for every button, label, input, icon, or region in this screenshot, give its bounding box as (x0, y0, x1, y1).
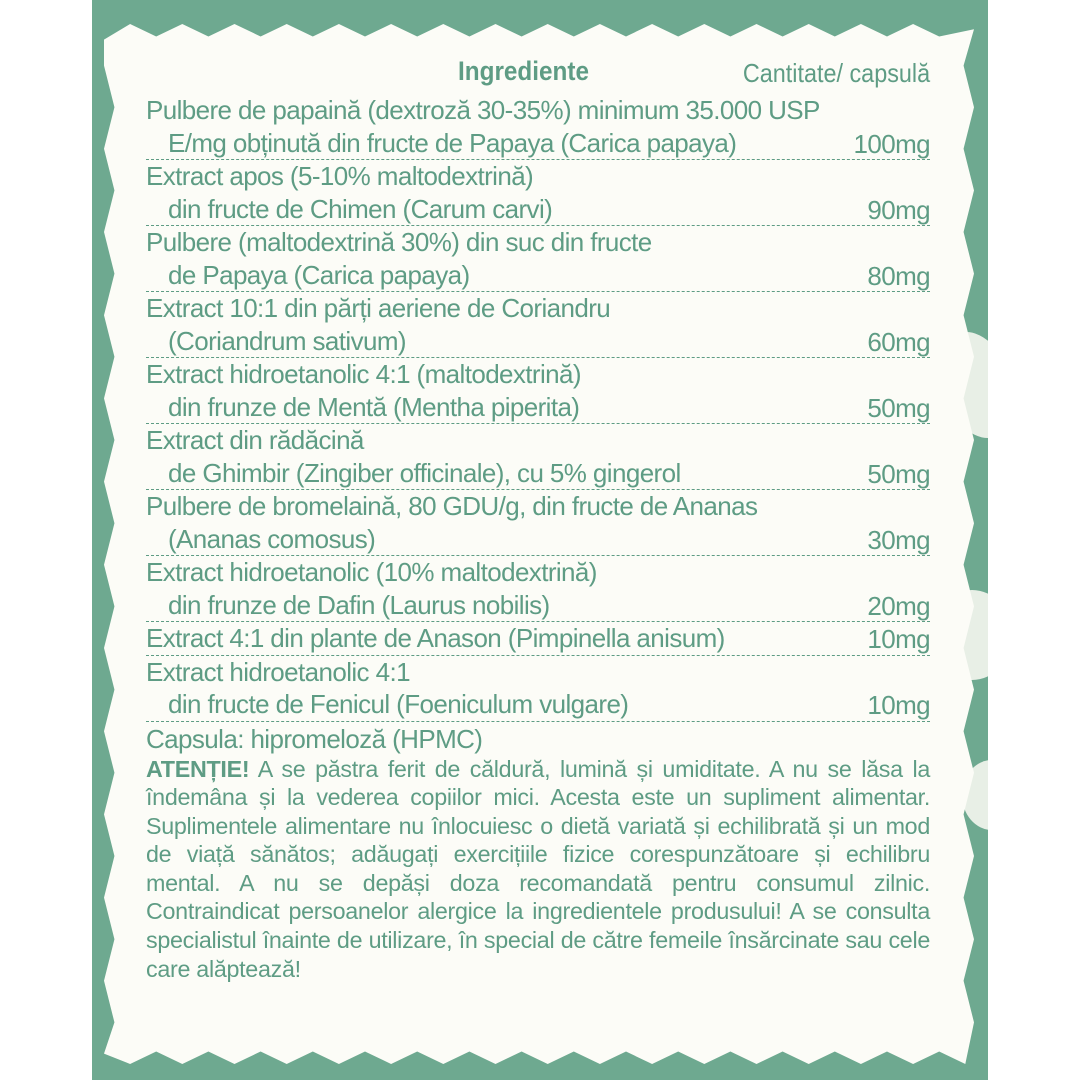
ingredients-heading: Ingrediente (458, 56, 589, 86)
ingredient-name-line: (Coriandrum sativum) (146, 325, 930, 359)
ingredient-name-line: Extract hidroetanolic 4:1 (146, 656, 410, 687)
table-header (146, 56, 930, 92)
ingredient-name-line: Pulbere de papaină (dextroză 30-35%) minimum 35.000 USP (146, 95, 820, 125)
ingredient-name-line: de Ghimbir (Zingiber officinale), cu 5% gingerol (146, 457, 930, 491)
ingredient-quantity: 10mg (867, 624, 930, 654)
ingredient-name-line: (Ananas comosus) (146, 523, 930, 557)
ingredient-name-line: Extract din rădăcină (146, 425, 364, 455)
ingredient-name-line: din fructe de Chimen (Carum carvi) (146, 193, 930, 227)
warning-body: A se păstra ferit de căldură, lumină și umiditate. A nu se lăsa la îndemâna și la vederea copiilor mici. Acesta este un supliment alimentar. Suplimentele alimentare nu înlocuiesc o dietă variată și echilibrată și un mod de viață sănătos; adăugați exercițiile fizice corespunzătoare și echilibru mental. A nu se depăși doza recomandată pentru consumul zilnic. Contraindicat persoanelor alergice la ingredientele produsului! A se consulta specialistul înainte de utilizare, în special de către femeile însărcinate sau cele care alăptează! (146, 755, 930, 982)
ingredient-name-line: din fructe de Fenicul (Foeniculum vulgare) (146, 688, 930, 722)
ingredient-row (146, 160, 930, 226)
warning-text (146, 755, 930, 984)
ingredient-name-line: Extract 4:1 din plante de Anason (Pimpinella anisum) (146, 622, 930, 656)
ingredient-quantity: 50mg (867, 458, 930, 489)
ingredients-table (146, 94, 930, 722)
ingredient-row (146, 622, 930, 656)
capsule-info: Capsula: hipromeloză (HPMC) (146, 723, 483, 754)
ingredient-quantity: 80mg (867, 260, 930, 291)
ingredient-quantity: 50mg (867, 392, 930, 423)
label-content (146, 56, 930, 983)
ingredient-name-line: Pulbere de bromelaină, 80 GDU/g, din fructe de Ananas (146, 491, 758, 521)
ingredient-quantity: 60mg (867, 326, 930, 357)
ingredient-quantity: 90mg (867, 194, 930, 225)
ingredient-name-line: din frunze de Dafin (Laurus nobilis) (146, 589, 930, 623)
ingredient-name-line: Extract hidroetanolic 4:1 (maltodextrină) (146, 359, 581, 389)
ingredient-quantity: 20mg (867, 590, 930, 621)
ingredient-name-line: Extract hidroetanolic (10% maltodextrină) (146, 557, 597, 587)
ingredient-row (146, 556, 930, 622)
ingredient-quantity: 30mg (867, 524, 930, 555)
ingredient-quantity: 100mg (853, 128, 930, 159)
ingredient-name-line: Extract apos (5-10% maltodextrină) (146, 161, 534, 191)
ingredient-quantity: 10mg (867, 690, 930, 720)
ingredient-name-line: din frunze de Mentă (Mentha piperita) (146, 391, 930, 425)
ingredient-name-line: Extract 10:1 din părți aeriene de Coriandru (146, 293, 611, 323)
quantity-heading: Cantitate/ capsulă (742, 58, 930, 88)
ingredient-row (146, 424, 930, 490)
ingredient-row (146, 358, 930, 424)
ingredient-row (146, 226, 930, 292)
warning-label: ATENȚIE! (146, 755, 250, 782)
ingredient-row (146, 94, 930, 160)
ingredient-name-line: E/mg obținută din fructe de Papaya (Carica papaya) (146, 127, 930, 161)
ingredient-name-line: Pulbere (maltodextrină 30%) din suc din fructe (146, 227, 652, 257)
ingredient-name-line: de Papaya (Carica papaya) (146, 259, 930, 293)
ingredient-row (146, 656, 930, 722)
ingredient-row (146, 490, 930, 556)
ingredient-row (146, 292, 930, 358)
